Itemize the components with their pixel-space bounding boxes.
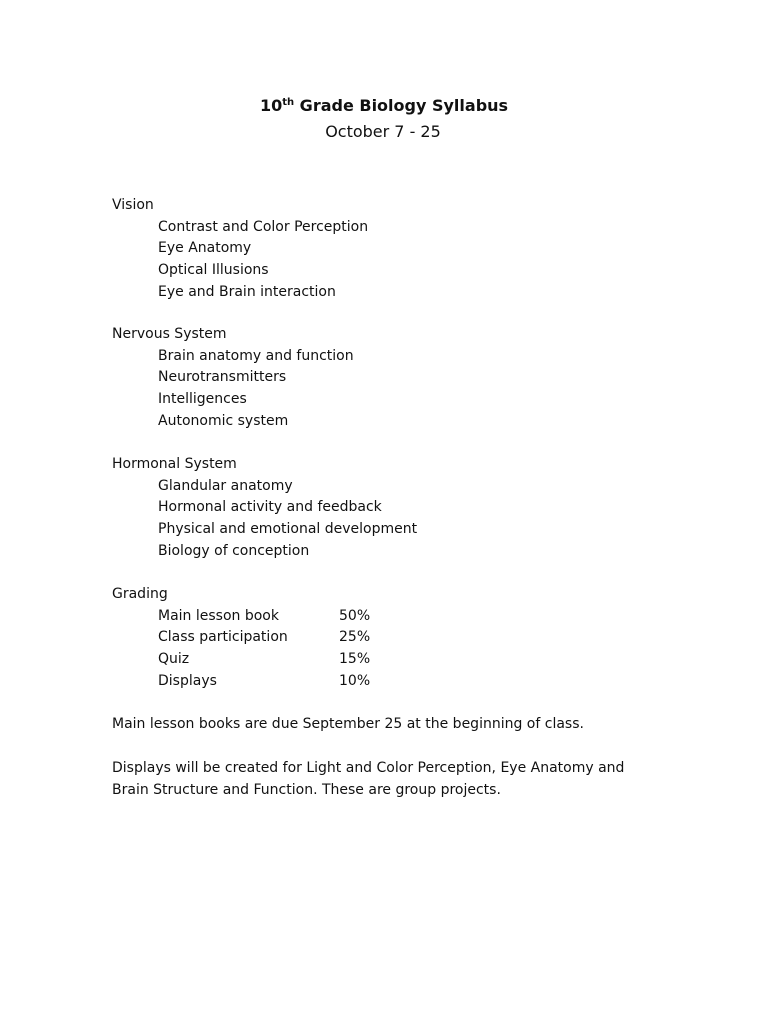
list-item: Eye and Brain interaction (158, 283, 336, 300)
grading-weight: 10% (339, 672, 371, 689)
list-item: Glandular anatomy (158, 477, 293, 494)
list-item: Hormonal activity and feedback (158, 499, 382, 516)
grading-item: Displays (158, 672, 217, 689)
list-item: Eye Anatomy (158, 240, 252, 257)
list-item: Optical Illusions (158, 262, 269, 279)
grading-weight: 15% (339, 651, 371, 668)
section-nervous-system (112, 324, 672, 432)
list-item: Brain anatomy and function (158, 347, 354, 364)
list-item: Physical and emotional development (158, 521, 418, 538)
section-hormonal-system (112, 454, 672, 562)
list-item: Contrast and Color Perception (158, 218, 369, 235)
list-item: Autonomic system (158, 412, 289, 429)
list-item: Intelligences (158, 391, 247, 408)
grading-weight: 50% (339, 607, 371, 624)
section-heading: Grading (112, 586, 168, 602)
list-item: Neurotransmitters (158, 369, 287, 386)
grading-row (112, 606, 672, 628)
displays-note: Displays will be created for Light and Color Perception, Eye Anatomy and Brain Structure and Function. These are group projects. (112, 760, 625, 798)
grading-item: Class participation (158, 629, 288, 646)
title-superscript: th (282, 97, 295, 108)
grading-item: Main lesson book (158, 607, 279, 624)
title-text: Grade Biology Syllabus (294, 96, 509, 115)
list-item: Biology of conception (158, 542, 310, 559)
section-heading: Vision (112, 197, 154, 213)
section-vision (112, 195, 672, 303)
section-heading: Hormonal System (112, 456, 237, 472)
grading-row (112, 671, 672, 693)
grading-row (112, 627, 672, 649)
date-range: October 7 - 25 (325, 122, 441, 141)
grading-row (112, 649, 672, 671)
section-grading (112, 584, 672, 692)
page-title (0, 94, 768, 118)
due-date-note: Main lesson books are due September 25 at the beginning of class. (112, 716, 584, 732)
grading-item: Quiz (158, 651, 190, 668)
grading-weight: 25% (339, 629, 371, 646)
title-number: 10 (259, 96, 283, 115)
section-heading: Nervous System (112, 326, 227, 342)
